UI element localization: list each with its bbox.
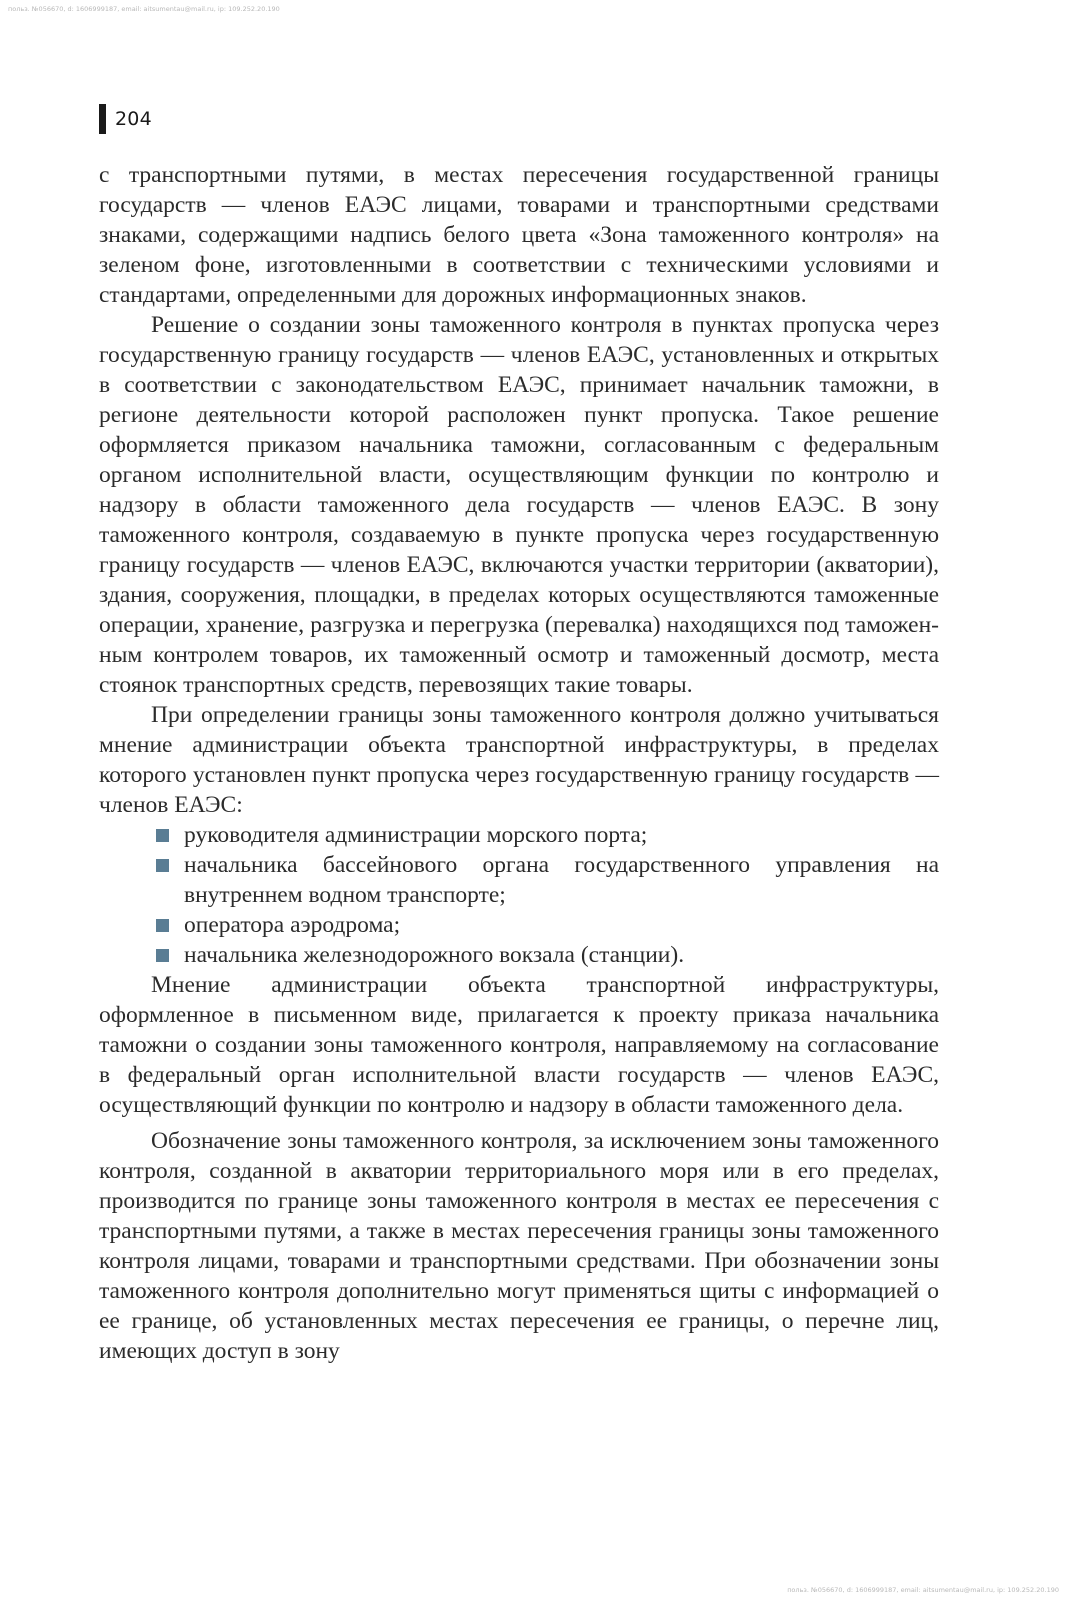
page-number [99,104,152,134]
page-number-bar [99,104,106,134]
list-item-text: руководителя администрации морского порта; [184,822,648,848]
bullet-list [99,820,939,970]
page-number-text: 204 [115,108,152,130]
list-item [99,850,939,910]
paragraph-1: с транспортными путями, в местах пересечения государственной границы государств — членов ЕАЭС лицами, товарами и транспортными средствами знаками, содержащими надпись белого цвета «Зона таможенного контроля» на зеленом фоне, изготовленными в соответствии с техническими условиями и стандартами, определенными для дорожных информационных знаков. [99,162,939,308]
body-text [99,160,939,1366]
square-bullet-icon [156,919,169,932]
list-item [99,910,939,940]
paragraph-5: Обозначение зоны таможенного контроля, за исключением зоны таможенного контроля, созданной в акватории территориального моря или в его пределах, производится по границе зоны таможенного контроля в местах ее пересечения с транспортными путями, а также в местах пересечения границы зоны таможенного контроля лицами, товарами и транспортными средствами. При обозначении зоны таможенного контроля дополнительно могут применяться щиты с информацией о ее границе, об установленных местах пересечения ее границы, о перечне лиц, имеющих доступ в зону [99,1128,939,1364]
list-item-text: начальника железнодорожного вокзала (станции). [184,942,685,968]
watermark-top: польз. №056670, d: 1606999187, email: aitsumentau@mail.ru, ip: 109.252.20.190 [8,5,280,13]
square-bullet-icon [156,949,169,962]
square-bullet-icon [156,859,169,872]
paragraph-3: При определении границы зоны таможенного контроля должно учитываться мнение администрации объекта транспортной инфраструктуры, в пределах которого установлен пункт пропуска через государственную границу государств — членов ЕАЭС: [99,702,939,818]
paragraph-4: Мнение администрации объекта транспортной инфраструктуры, оформленное в письменном виде, прилагается к проекту приказа начальника таможни о создании зоны таможенного контроля, направляемому на согласование в федеральный орган исполнительной власти государств — членов ЕАЭС, осуществляющий функции по контролю и надзору в области таможенного дела. [99,972,939,1118]
paragraph-2: Решение о создании зоны таможенного контроля в пунктах пропуска через государственную границу государств — членов ЕАЭС, установленных и открытых в соответствии с законодательством ЕАЭС, принимает начальник таможни, в регионе деятельности которой расположен пункт пропуска. Такое решение оформляется приказом начальника таможни, согласованным с федеральным органом исполнительной власти, осуществляющим функции по контролю и надзору в области таможенного дела государств — членов ЕАЭС. В зону таможенного контроля, создаваемую в пункте пропуска через государственную границу государств — членов ЕАЭС, включаются участки территории (акватории), здания, сооружения, площадки, в пределах которых осуществляются таможенные операции, хранение, разгрузка и перегрузка (перевалка) находящихся под таможенным контролем товаров, их таможенный осмотр и таможенный досмотр, места стоянок транспортных средств, перевозящих такие товары. [99,312,939,698]
list-item [99,940,939,970]
list-item [99,820,939,850]
list-item-text: начальника бассейнового органа государственного управления на внутреннем водном транспорте; [184,852,939,908]
list-item-text: оператора аэродрома; [184,912,401,938]
watermark-bottom: польз. №056670, d: 1606999187, email: aitsumentau@mail.ru, ip: 109.252.20.190 [787,1586,1059,1594]
square-bullet-icon [156,829,169,842]
